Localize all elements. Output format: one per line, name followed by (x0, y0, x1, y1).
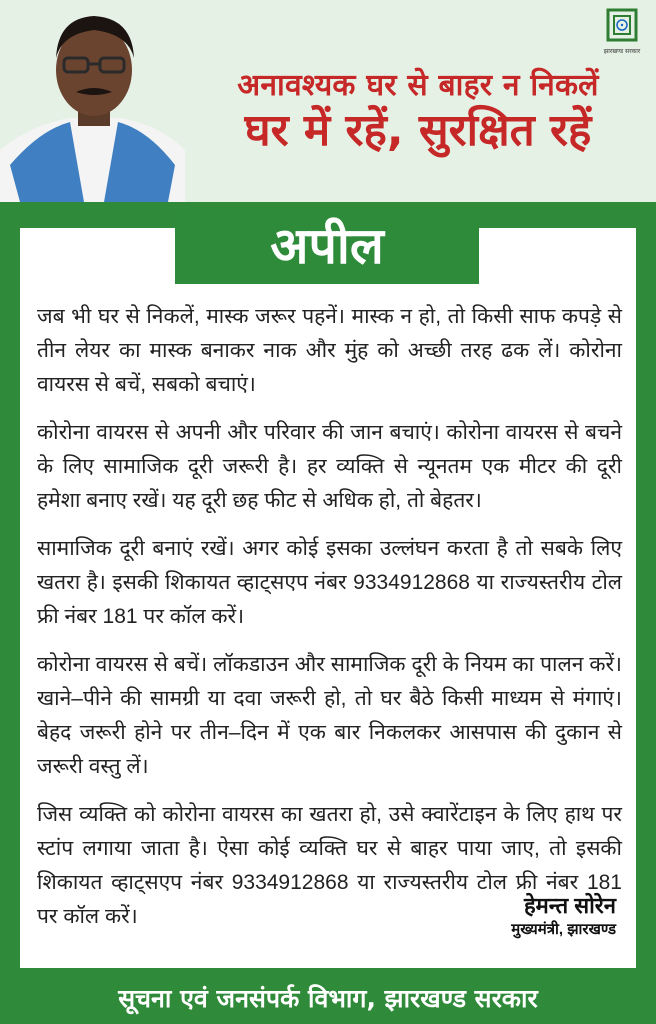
chief-minister-portrait (0, 0, 185, 202)
appeal-paragraph: सामाजिक दूरी बनाएं रखें। अगर कोई इसका उल्लंघन करता है तो सबके लिए खतरा है। इसकी शिकायत व्हाट्सएप नंबर 9334912868 या राज्यस्तरीय टोल फ्री नंबर 181 पर कॉल करें। (37, 537, 622, 628)
department-footer: सूचना एवं जनसंपर्क विभाग, झारखण्ड सरकार (118, 984, 538, 1013)
slogan-line-2: घर में रहें, सुरक्षित रहें (244, 105, 592, 156)
jharkhand-emblem (600, 8, 644, 54)
appeal-title-box (175, 208, 479, 284)
signatory-title: मुख्यमंत्री, झारखण्ड (511, 921, 616, 938)
appeal-paragraph: जिस व्यक्ति को कोरोना वायरस का खतरा हो, उसे क्वारेंटाइन के लिए हाथ पर स्टांप लगाया जाता है। ऐसा कोई व्यक्ति घर से बाहर पाया जाए, तो इसकी शिकायत व्हाट्सएप नंबर 9334912868 या राज्यस्तरीय टोल फ्री नंबर 181 पर कॉल करें। (37, 803, 622, 928)
appeal-paragraph: कोरोना वायरस से बचें। लॉकडाउन और सामाजिक दूरी के नियम का पालन करें। खाने–पीने की सामग्री या दवा जरूरी हो, तो घर बैठे किसी माध्यम से मंगाएं। बेहद जरूरी होने पर तीन–दिन में एक बार निकलकर आसपास की दुकान से जरूरी वस्तु लें। (37, 653, 622, 778)
header-banner (0, 0, 656, 202)
slogan-line-1: अनावश्यक घर से बाहर न निकलें (237, 68, 599, 103)
appeal-paragraph: जब भी घर से निकलें, मास्क जरूर पहनें। मास्क न हो, तो किसी साफ कपड़े से तीन लेयर का मास्क बनाकर नाक और मुंह को अच्छी तरह ढक लें। कोरोना वायरस से बचें, सबको बचाएं। (37, 305, 622, 396)
signatory-name: हेमन्त सोरेन (523, 893, 616, 918)
appeal-title: अपील (270, 217, 384, 275)
emblem-label: झारखण्ड सरकार (603, 48, 641, 55)
appeal-body (37, 300, 622, 948)
appeal-panel (20, 217, 636, 968)
signature-block (511, 892, 616, 940)
appeal-paragraph: कोरोना वायरस से अपनी और परिवार की जान बचाएं। कोरोना वायरस से बचने के लिए सामाजिक दूरी जरूरी है। हर व्यक्ति से न्यूनतम एक मीटर की दूरी हमेशा बनाए रखें। यह दूरी छह फीट से अधिक हो, तो बेहतर। (37, 421, 622, 512)
